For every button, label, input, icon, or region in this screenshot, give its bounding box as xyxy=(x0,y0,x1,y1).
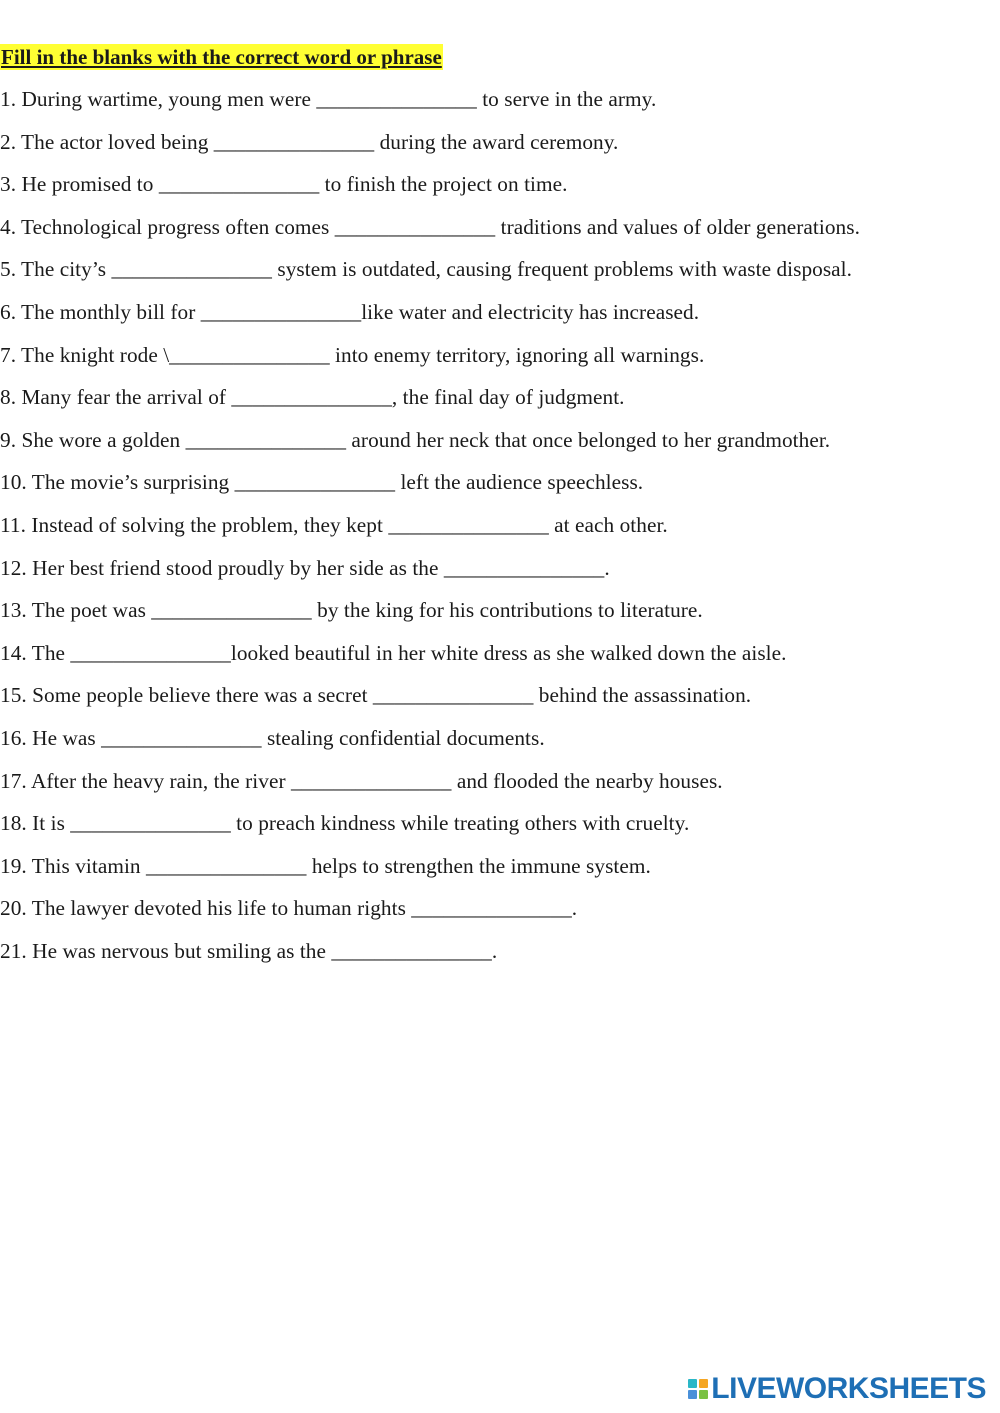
question-item: 9. She wore a golden _______________ around her neck that once belonged to her grandmother. xyxy=(0,427,831,452)
question-item: 19. This vitamin _______________ helps to strengthen the immune system. xyxy=(0,853,651,878)
question-item: 6. The monthly bill for _______________like water and electricity has increased. xyxy=(0,299,700,324)
question-item: 20. The lawyer devoted his life to human rights _______________. xyxy=(0,896,578,921)
question-item: 21. He was nervous but smiling as the _______________. xyxy=(0,938,498,963)
worksheet-title: Fill in the blanks with the correct word or phrase xyxy=(1,45,442,69)
question-item: 11. Instead of solving the problem, they kept _______________ at each other. xyxy=(0,512,668,537)
question-item: 12. Her best friend stood proudly by her side as the _______________. xyxy=(0,555,610,580)
question-list xyxy=(0,86,860,980)
question-item: 10. The movie’s surprising _______________ left the audience speechless. xyxy=(0,470,644,495)
question-item: 3. He promised to _______________ to finish the project on time. xyxy=(0,172,568,197)
question-item: 14. The _______________looked beautiful in her white dress as she walked down the aisle. xyxy=(0,640,787,665)
question-item: 13. The poet was _______________ by the king for his contributions to literature. xyxy=(0,598,703,623)
question-item: 1. During wartime, young men were _______________ to serve in the army. xyxy=(0,87,657,111)
question-item: 15. Some people believe there was a secret _______________ behind the assassination. xyxy=(0,683,752,708)
logo-text: LIVEWORKSHEETS xyxy=(711,1372,986,1405)
liveworksheets-logo xyxy=(688,1373,986,1405)
question-item: 17. After the heavy rain, the river _______________ and flooded the nearby houses. xyxy=(0,768,723,793)
question-item: 16. He was _______________ stealing confidential documents. xyxy=(0,725,545,750)
question-item: 2. The actor loved being _______________ during the award ceremony. xyxy=(0,129,619,154)
question-item: 5. The city’s _______________ system is outdated, causing frequent problems with waste disposal. xyxy=(0,257,853,282)
question-item: 8. Many fear the arrival of _______________, the final day of judgment. xyxy=(0,385,625,410)
question-item: 18. It is _______________ to preach kindness while treating others with cruelty. xyxy=(0,811,690,836)
liveworksheets-logo-icon xyxy=(688,1379,708,1399)
question-item: 7. The knight rode \_______________ into enemy territory, ignoring all warnings. xyxy=(0,342,705,367)
question-item: 4. Technological progress often comes _______________ traditions and values of older generations. xyxy=(0,214,860,239)
